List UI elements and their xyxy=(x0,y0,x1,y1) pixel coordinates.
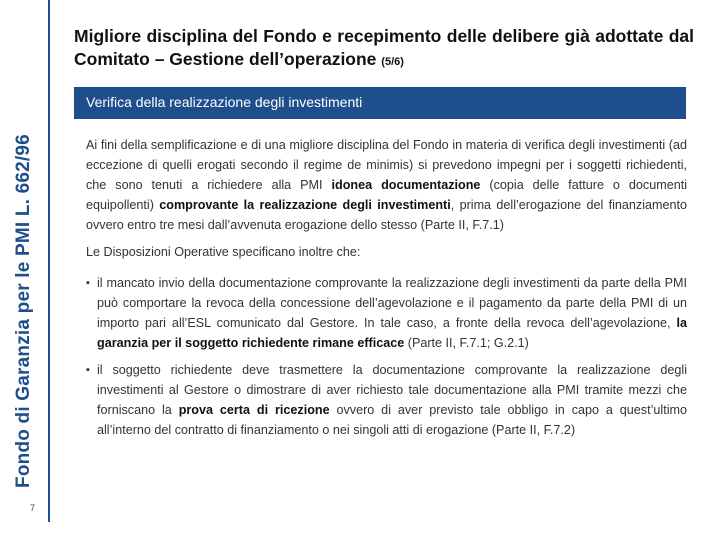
main-content xyxy=(86,135,687,447)
sidebar xyxy=(0,0,48,540)
sidebar-divider xyxy=(48,0,50,522)
section-header xyxy=(74,87,686,119)
intro-paragraph xyxy=(86,135,687,235)
page-title xyxy=(74,25,694,74)
para1-bold-2: comprovante la realizzazione degli investimenti xyxy=(159,198,451,213)
bullet2-text-2: ovvero di aver previsto tale obbligo in capo a quest’ultimo all’interno del contratto di finanziamento o nei singoli atti di erogazione (Parte II, F.7.2) xyxy=(97,403,687,438)
list-item xyxy=(86,273,687,353)
bullet1-bold: la garanzia per il soggetto richiedente rimane efficace xyxy=(97,315,687,350)
para1-text-3: , prima dell’erogazione del finanziamento ovvero entro tre mesi dall’avvenuta erogazione dello stesso (Parte II, F.7.1) xyxy=(86,198,687,233)
para1-text-1: Ai fini della semplificazione e di una migliore disciplina del Fondo in materia di verifica degli investimenti (ad eccezione di quelli erogati secondo il regime de minimis) si prevedono impegni per i soggetti richiedenti, che sono tenuti a richiedere alla PMI xyxy=(86,138,687,193)
list-item xyxy=(86,360,687,440)
para1-text-2: (copia delle fatture o documenti equipollenti) xyxy=(86,178,688,213)
section-title: Verifica della realizzazione degli investimenti xyxy=(86,94,363,110)
page-title-text: Migliore disciplina del Fondo e recepimento delle delibere già adottate dal Comitato – Gestione dell’operazione xyxy=(74,26,694,69)
bullet1-text-1: il mancato invio della documentazione comprovante la realizzazione degli investimenti da parte della PMI può comportare la revoca della concessione dell’agevolazione e il pagamento da parte della PMI di un importo pari all’ESL comunicato dal Gestore. In tale caso, a fronte della revoca dell’agevolazione, xyxy=(97,275,687,330)
list-intro: Le Disposizioni Operative specificano inoltre che: xyxy=(86,245,361,260)
page-number: 7 xyxy=(30,503,36,513)
sidebar-title: Fondo di Garanzia per le PMI L. 662/96 xyxy=(13,134,34,488)
para1-bold-1: idonea documentazione xyxy=(331,178,481,193)
bullet-marker: ▪ xyxy=(86,363,90,376)
page-title-suffix: (5/6) xyxy=(381,56,404,68)
bullet-marker: ▪ xyxy=(86,276,90,289)
bullet2-text-1: il soggetto richiedente deve trasmettere la documentazione comprovante la realizzazione degli investimenti al Gestore o dimostrare di aver richiesto tale documentazione alla PMI tramite mezzi che forniscano la xyxy=(97,362,687,418)
bullet2-bold: prova certa di ricezione xyxy=(178,403,330,418)
bullet1-text-2: (Parte II, F.7.1; G.2.1) xyxy=(404,335,529,350)
